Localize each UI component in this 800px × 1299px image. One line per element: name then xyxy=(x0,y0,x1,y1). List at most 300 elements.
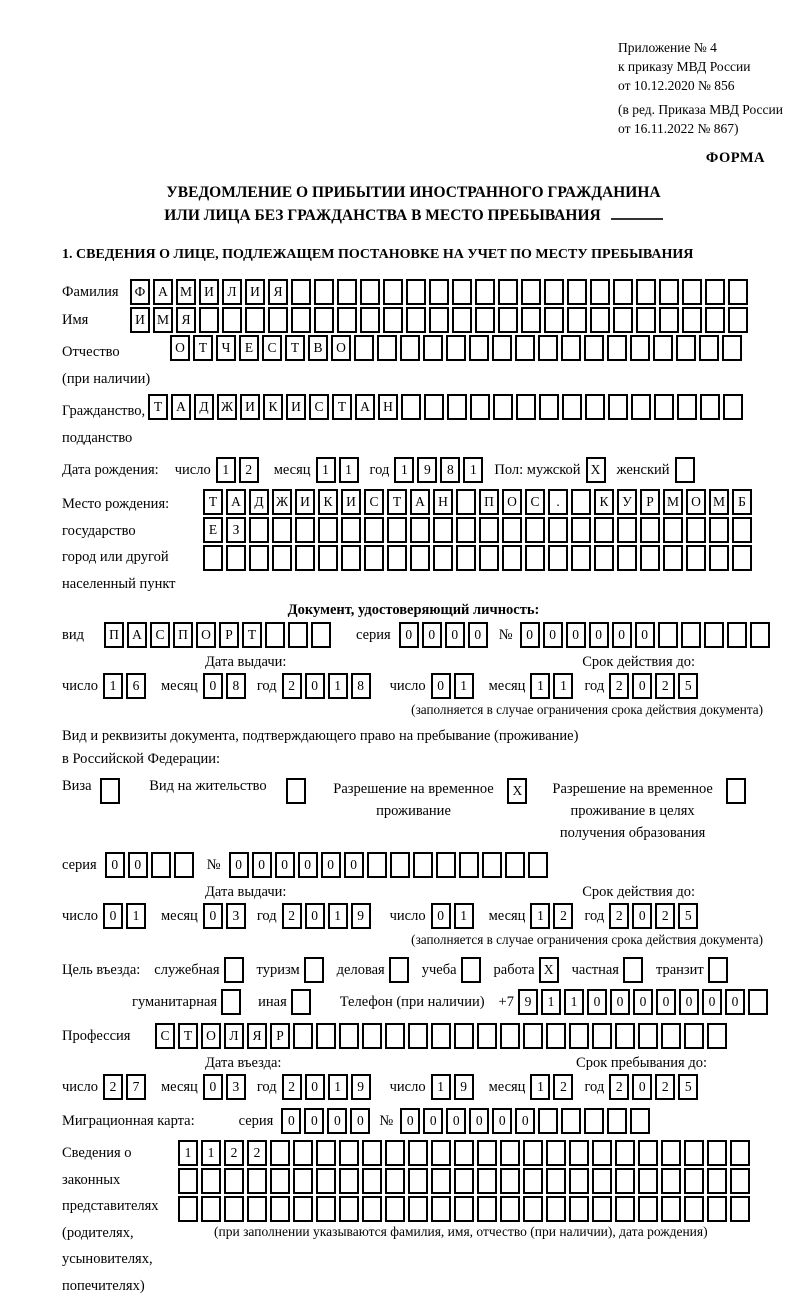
form-cell[interactable]: Е xyxy=(239,335,259,361)
form-cell[interactable]: 0 xyxy=(203,1074,223,1100)
form-cell[interactable] xyxy=(681,622,701,648)
form-cell[interactable] xyxy=(500,1196,520,1222)
form-cell[interactable]: 2 xyxy=(609,1074,629,1100)
form-cell[interactable] xyxy=(571,517,591,543)
form-cell[interactable]: 1 xyxy=(463,457,483,483)
form-cell[interactable] xyxy=(498,279,518,305)
form-cell[interactable] xyxy=(630,1108,650,1134)
form-cell[interactable] xyxy=(707,1023,727,1049)
form-cell[interactable]: 1 xyxy=(541,989,561,1015)
form-cell[interactable] xyxy=(661,1023,681,1049)
form-cell[interactable] xyxy=(594,517,614,543)
form-cell[interactable]: 0 xyxy=(446,1108,466,1134)
form-cell[interactable]: 0 xyxy=(252,852,272,878)
form-cell[interactable]: 0 xyxy=(128,852,148,878)
form-cell[interactable] xyxy=(249,545,269,571)
form-cell[interactable] xyxy=(265,622,285,648)
form-cell[interactable] xyxy=(203,545,223,571)
form-cell[interactable]: 2 xyxy=(282,673,302,699)
patronymic-input[interactable] xyxy=(170,335,745,361)
form-cell[interactable]: П xyxy=(173,622,193,648)
phone-input[interactable] xyxy=(518,989,771,1015)
form-cell[interactable]: 1 xyxy=(216,457,236,483)
form-cell[interactable]: 2 xyxy=(103,1074,123,1100)
form-cell[interactable] xyxy=(525,545,545,571)
form-cell[interactable]: 1 xyxy=(103,673,123,699)
form-cell[interactable]: 0 xyxy=(469,1108,489,1134)
purpose-opt-other-checkbox[interactable] xyxy=(291,989,314,1015)
form-cell[interactable] xyxy=(339,1168,359,1194)
form-cell[interactable]: Т xyxy=(242,622,262,648)
form-cell[interactable] xyxy=(270,1140,290,1166)
form-cell[interactable]: 2 xyxy=(655,903,675,929)
form-cell[interactable] xyxy=(383,279,403,305)
form-cell[interactable] xyxy=(461,957,481,983)
form-cell[interactable] xyxy=(594,545,614,571)
form-cell[interactable]: М xyxy=(153,307,173,333)
form-cell[interactable] xyxy=(377,335,397,361)
form-cell[interactable]: К xyxy=(263,394,283,420)
form-cell[interactable] xyxy=(538,335,558,361)
form-cell[interactable]: Ф xyxy=(130,279,150,305)
form-cell[interactable]: 0 xyxy=(229,852,249,878)
form-cell[interactable] xyxy=(247,1196,267,1222)
form-cell[interactable]: И xyxy=(130,307,150,333)
form-cell[interactable]: 1 xyxy=(530,903,550,929)
form-cell[interactable] xyxy=(567,307,587,333)
form-cell[interactable] xyxy=(222,307,242,333)
form-cell[interactable] xyxy=(272,545,292,571)
form-cell[interactable] xyxy=(341,517,361,543)
form-cell[interactable]: 1 xyxy=(328,903,348,929)
form-cell[interactable] xyxy=(408,1196,428,1222)
form-cell[interactable] xyxy=(525,517,545,543)
form-cell[interactable] xyxy=(631,394,651,420)
form-cell[interactable]: 0 xyxy=(543,622,563,648)
form-cell[interactable] xyxy=(424,394,444,420)
form-cell[interactable] xyxy=(548,517,568,543)
form-cell[interactable]: 2 xyxy=(609,673,629,699)
form-cell[interactable]: 0 xyxy=(632,903,652,929)
stay-valid-year-input[interactable] xyxy=(609,903,701,929)
form-cell[interactable] xyxy=(700,394,720,420)
form-cell[interactable]: Ж xyxy=(217,394,237,420)
purpose-opt-humanitarian-checkbox[interactable] xyxy=(221,989,244,1015)
form-cell[interactable] xyxy=(406,307,426,333)
form-cell[interactable]: 0 xyxy=(635,622,655,648)
form-cell[interactable]: 2 xyxy=(247,1140,267,1166)
form-cell[interactable] xyxy=(686,545,706,571)
entry-day-input[interactable] xyxy=(103,1074,149,1100)
form-cell[interactable] xyxy=(730,1196,750,1222)
form-cell[interactable] xyxy=(178,1196,198,1222)
form-cell[interactable]: А xyxy=(226,489,246,515)
form-cell[interactable] xyxy=(456,517,476,543)
form-cell[interactable]: 0 xyxy=(304,1108,324,1134)
form-cell[interactable] xyxy=(314,307,334,333)
form-cell[interactable] xyxy=(475,279,495,305)
form-cell[interactable] xyxy=(410,517,430,543)
form-cell[interactable] xyxy=(546,1196,566,1222)
form-cell[interactable] xyxy=(727,622,747,648)
form-cell[interactable] xyxy=(270,1168,290,1194)
form-cell[interactable]: С xyxy=(262,335,282,361)
form-cell[interactable]: Т xyxy=(387,489,407,515)
form-cell[interactable]: О xyxy=(201,1023,221,1049)
form-cell[interactable] xyxy=(708,957,728,983)
form-cell[interactable] xyxy=(592,1196,612,1222)
form-cell[interactable] xyxy=(726,778,746,804)
form-cell[interactable] xyxy=(676,335,696,361)
representatives-row3-input[interactable] xyxy=(178,1196,753,1222)
form-cell[interactable]: 3 xyxy=(226,903,246,929)
form-cell[interactable] xyxy=(337,307,357,333)
form-cell[interactable] xyxy=(707,1168,727,1194)
form-cell[interactable]: 0 xyxy=(281,1108,301,1134)
form-cell[interactable]: Д xyxy=(249,489,269,515)
form-cell[interactable] xyxy=(615,1140,635,1166)
form-cell[interactable] xyxy=(367,852,387,878)
form-cell[interactable] xyxy=(684,1168,704,1194)
form-cell[interactable] xyxy=(521,307,541,333)
form-cell[interactable] xyxy=(477,1023,497,1049)
form-cell[interactable] xyxy=(429,279,449,305)
form-cell[interactable]: А xyxy=(410,489,430,515)
form-cell[interactable]: 9 xyxy=(351,1074,371,1100)
form-cell[interactable] xyxy=(291,307,311,333)
form-cell[interactable]: 9 xyxy=(417,457,437,483)
form-cell[interactable] xyxy=(500,1140,520,1166)
form-cell[interactable] xyxy=(584,335,604,361)
birth-day-input[interactable] xyxy=(216,457,262,483)
form-cell[interactable] xyxy=(617,545,637,571)
purpose-opt-private-checkbox[interactable] xyxy=(623,957,646,983)
form-cell[interactable] xyxy=(615,1023,635,1049)
form-cell[interactable]: 1 xyxy=(454,903,474,929)
form-cell[interactable]: 0 xyxy=(587,989,607,1015)
form-cell[interactable]: О xyxy=(196,622,216,648)
form-cell[interactable] xyxy=(199,307,219,333)
form-cell[interactable]: X xyxy=(539,957,559,983)
form-cell[interactable] xyxy=(454,1196,474,1222)
form-cell[interactable]: 0 xyxy=(725,989,745,1015)
form-cell[interactable]: 0 xyxy=(589,622,609,648)
valid-month-input[interactable] xyxy=(530,673,576,699)
form-cell[interactable] xyxy=(584,1108,604,1134)
form-cell[interactable]: X xyxy=(586,457,606,483)
form-cell[interactable]: 5 xyxy=(678,1074,698,1100)
form-cell[interactable]: О xyxy=(502,489,522,515)
form-cell[interactable]: 0 xyxy=(492,1108,512,1134)
purpose-opt-transit-checkbox[interactable] xyxy=(708,957,731,983)
form-cell[interactable] xyxy=(500,1023,520,1049)
form-cell[interactable]: 0 xyxy=(445,622,465,648)
form-cell[interactable]: О xyxy=(686,489,706,515)
form-cell[interactable]: 1 xyxy=(431,1074,451,1100)
form-cell[interactable]: С xyxy=(309,394,329,420)
form-cell[interactable] xyxy=(245,307,265,333)
doc-series-input[interactable] xyxy=(399,622,491,648)
form-cell[interactable]: С xyxy=(150,622,170,648)
stay-issue-month-input[interactable] xyxy=(203,903,249,929)
form-cell[interactable] xyxy=(538,1108,558,1134)
form-cell[interactable]: 6 xyxy=(126,673,146,699)
form-cell[interactable]: И xyxy=(341,489,361,515)
form-cell[interactable] xyxy=(459,852,479,878)
form-cell[interactable] xyxy=(617,517,637,543)
form-cell[interactable] xyxy=(748,989,768,1015)
form-cell[interactable] xyxy=(709,545,729,571)
form-cell[interactable] xyxy=(477,1196,497,1222)
form-cell[interactable] xyxy=(224,1196,244,1222)
form-cell[interactable]: 8 xyxy=(351,673,371,699)
form-cell[interactable] xyxy=(659,307,679,333)
form-cell[interactable]: 1 xyxy=(316,457,336,483)
form-cell[interactable] xyxy=(410,545,430,571)
form-cell[interactable]: О xyxy=(170,335,190,361)
issue-year-input[interactable] xyxy=(282,673,374,699)
form-cell[interactable]: К xyxy=(318,489,338,515)
form-cell[interactable] xyxy=(364,517,384,543)
form-cell[interactable]: 0 xyxy=(632,1074,652,1100)
form-cell[interactable] xyxy=(470,394,490,420)
form-cell[interactable] xyxy=(492,335,512,361)
form-cell[interactable]: Н xyxy=(378,394,398,420)
form-cell[interactable] xyxy=(592,1023,612,1049)
form-cell[interactable] xyxy=(413,852,433,878)
form-cell[interactable] xyxy=(362,1140,382,1166)
form-cell[interactable]: Я xyxy=(268,279,288,305)
form-cell[interactable] xyxy=(100,778,120,804)
form-cell[interactable] xyxy=(293,1168,313,1194)
form-cell[interactable]: 0 xyxy=(431,903,451,929)
form-cell[interactable] xyxy=(454,1140,474,1166)
form-cell[interactable] xyxy=(385,1023,405,1049)
form-cell[interactable]: С xyxy=(155,1023,175,1049)
form-cell[interactable] xyxy=(224,957,244,983)
form-cell[interactable] xyxy=(638,1168,658,1194)
form-cell[interactable] xyxy=(400,335,420,361)
form-cell[interactable]: А xyxy=(153,279,173,305)
form-cell[interactable] xyxy=(675,457,695,483)
form-cell[interactable] xyxy=(607,1108,627,1134)
form-cell[interactable] xyxy=(270,1196,290,1222)
form-cell[interactable] xyxy=(502,545,522,571)
form-cell[interactable]: 2 xyxy=(655,1074,675,1100)
form-cell[interactable]: Я xyxy=(247,1023,267,1049)
form-cell[interactable]: Р xyxy=(219,622,239,648)
purpose-opt-business-checkbox[interactable] xyxy=(389,957,412,983)
purpose-opt-official-checkbox[interactable] xyxy=(224,957,247,983)
form-cell[interactable]: 8 xyxy=(226,673,246,699)
form-cell[interactable]: 2 xyxy=(282,1074,302,1100)
form-cell[interactable] xyxy=(446,335,466,361)
form-cell[interactable]: Т xyxy=(332,394,352,420)
form-cell[interactable] xyxy=(477,1168,497,1194)
form-cell[interactable]: 0 xyxy=(399,622,419,648)
stay-valid-day-input[interactable] xyxy=(431,903,477,929)
form-cell[interactable]: 1 xyxy=(454,673,474,699)
form-cell[interactable]: 0 xyxy=(400,1108,420,1134)
form-cell[interactable] xyxy=(268,307,288,333)
form-cell[interactable]: П xyxy=(104,622,124,648)
stay-valid-month-input[interactable] xyxy=(530,903,576,929)
form-cell[interactable] xyxy=(493,394,513,420)
form-cell[interactable] xyxy=(311,622,331,648)
stay-issue-year-input[interactable] xyxy=(282,903,374,929)
form-cell[interactable] xyxy=(272,517,292,543)
form-cell[interactable]: Ч xyxy=(216,335,236,361)
form-cell[interactable] xyxy=(722,335,742,361)
form-cell[interactable]: 7 xyxy=(126,1074,146,1100)
form-cell[interactable]: 0 xyxy=(344,852,364,878)
valid-day-input[interactable] xyxy=(431,673,477,699)
form-cell[interactable] xyxy=(730,1140,750,1166)
form-cell[interactable] xyxy=(433,517,453,543)
form-cell[interactable] xyxy=(640,517,660,543)
form-cell[interactable] xyxy=(546,1023,566,1049)
form-cell[interactable] xyxy=(750,622,770,648)
form-cell[interactable] xyxy=(201,1196,221,1222)
form-cell[interactable] xyxy=(339,1196,359,1222)
form-cell[interactable]: 1 xyxy=(530,1074,550,1100)
birthplace-row1-input[interactable] xyxy=(203,489,755,515)
form-cell[interactable] xyxy=(475,307,495,333)
form-cell[interactable] xyxy=(638,1023,658,1049)
form-cell[interactable] xyxy=(569,1023,589,1049)
form-cell[interactable] xyxy=(630,335,650,361)
form-cell[interactable] xyxy=(523,1140,543,1166)
form-cell[interactable]: 2 xyxy=(239,457,259,483)
form-cell[interactable] xyxy=(659,279,679,305)
form-cell[interactable]: Т xyxy=(178,1023,198,1049)
form-cell[interactable] xyxy=(249,517,269,543)
form-cell[interactable] xyxy=(569,1140,589,1166)
form-cell[interactable] xyxy=(732,517,752,543)
stay-issue-day-input[interactable] xyxy=(103,903,149,929)
form-cell[interactable] xyxy=(479,545,499,571)
form-cell[interactable]: 0 xyxy=(431,673,451,699)
form-cell[interactable] xyxy=(561,1108,581,1134)
form-cell[interactable]: Р xyxy=(640,489,660,515)
form-cell[interactable]: 0 xyxy=(515,1108,535,1134)
form-cell[interactable]: Т xyxy=(285,335,305,361)
form-cell[interactable] xyxy=(723,394,743,420)
form-cell[interactable]: 0 xyxy=(702,989,722,1015)
form-cell[interactable]: 0 xyxy=(105,852,125,878)
form-cell[interactable]: 0 xyxy=(633,989,653,1015)
form-cell[interactable] xyxy=(682,279,702,305)
form-cell[interactable] xyxy=(385,1140,405,1166)
surname-input[interactable] xyxy=(130,279,751,305)
form-cell[interactable] xyxy=(567,279,587,305)
form-cell[interactable]: 8 xyxy=(440,457,460,483)
form-cell[interactable] xyxy=(523,1168,543,1194)
form-cell[interactable]: 1 xyxy=(394,457,414,483)
form-cell[interactable] xyxy=(707,1140,727,1166)
form-cell[interactable] xyxy=(316,1196,336,1222)
form-cell[interactable] xyxy=(661,1168,681,1194)
form-cell[interactable] xyxy=(590,307,610,333)
form-cell[interactable] xyxy=(291,279,311,305)
form-cell[interactable] xyxy=(221,989,241,1015)
form-cell[interactable]: 2 xyxy=(609,903,629,929)
form-cell[interactable] xyxy=(623,957,643,983)
form-cell[interactable] xyxy=(456,489,476,515)
form-cell[interactable] xyxy=(638,1196,658,1222)
form-cell[interactable] xyxy=(224,1168,244,1194)
form-cell[interactable] xyxy=(479,517,499,543)
form-cell[interactable] xyxy=(178,1168,198,1194)
form-cell[interactable] xyxy=(682,307,702,333)
form-cell[interactable] xyxy=(364,545,384,571)
form-cell[interactable]: И xyxy=(240,394,260,420)
form-cell[interactable]: О xyxy=(331,335,351,361)
birthplace-row2-input[interactable] xyxy=(203,517,755,543)
sex-female-checkbox[interactable] xyxy=(675,457,698,483)
form-cell[interactable] xyxy=(663,545,683,571)
form-cell[interactable]: X xyxy=(507,778,527,804)
form-cell[interactable]: С xyxy=(525,489,545,515)
form-cell[interactable] xyxy=(431,1140,451,1166)
form-cell[interactable] xyxy=(654,394,674,420)
form-cell[interactable] xyxy=(505,852,525,878)
form-cell[interactable]: А xyxy=(127,622,147,648)
form-cell[interactable]: Р xyxy=(270,1023,290,1049)
edu-permit-checkbox[interactable] xyxy=(726,778,749,804)
form-cell[interactable] xyxy=(429,307,449,333)
form-cell[interactable] xyxy=(539,394,559,420)
residence-permit-checkbox[interactable] xyxy=(286,778,309,804)
form-cell[interactable] xyxy=(452,279,472,305)
form-cell[interactable] xyxy=(360,307,380,333)
form-cell[interactable]: 0 xyxy=(612,622,632,648)
stay-day-input[interactable] xyxy=(431,1074,477,1100)
form-cell[interactable]: 2 xyxy=(553,1074,573,1100)
form-cell[interactable] xyxy=(423,335,443,361)
form-cell[interactable] xyxy=(569,1168,589,1194)
form-cell[interactable] xyxy=(286,778,306,804)
form-cell[interactable] xyxy=(663,517,683,543)
form-cell[interactable] xyxy=(456,545,476,571)
form-cell[interactable] xyxy=(661,1196,681,1222)
form-cell[interactable]: У xyxy=(617,489,637,515)
form-cell[interactable] xyxy=(339,1140,359,1166)
form-cell[interactable]: 5 xyxy=(678,903,698,929)
form-cell[interactable] xyxy=(316,1168,336,1194)
form-cell[interactable] xyxy=(590,279,610,305)
form-cell[interactable]: П xyxy=(479,489,499,515)
form-cell[interactable] xyxy=(516,394,536,420)
form-cell[interactable]: 0 xyxy=(422,622,442,648)
purpose-opt-tourism-checkbox[interactable] xyxy=(304,957,327,983)
form-cell[interactable]: 0 xyxy=(203,673,223,699)
form-cell[interactable]: М xyxy=(176,279,196,305)
form-cell[interactable]: А xyxy=(171,394,191,420)
form-cell[interactable]: 1 xyxy=(564,989,584,1015)
form-cell[interactable]: 0 xyxy=(305,673,325,699)
form-cell[interactable] xyxy=(337,279,357,305)
form-cell[interactable]: 0 xyxy=(656,989,676,1015)
form-cell[interactable]: Ж xyxy=(272,489,292,515)
form-cell[interactable]: 9 xyxy=(518,989,538,1015)
form-cell[interactable] xyxy=(354,335,374,361)
form-cell[interactable]: 0 xyxy=(610,989,630,1015)
form-cell[interactable] xyxy=(515,335,535,361)
birthplace-row3-input[interactable] xyxy=(203,545,755,571)
form-cell[interactable]: И xyxy=(295,489,315,515)
form-cell[interactable] xyxy=(362,1023,382,1049)
